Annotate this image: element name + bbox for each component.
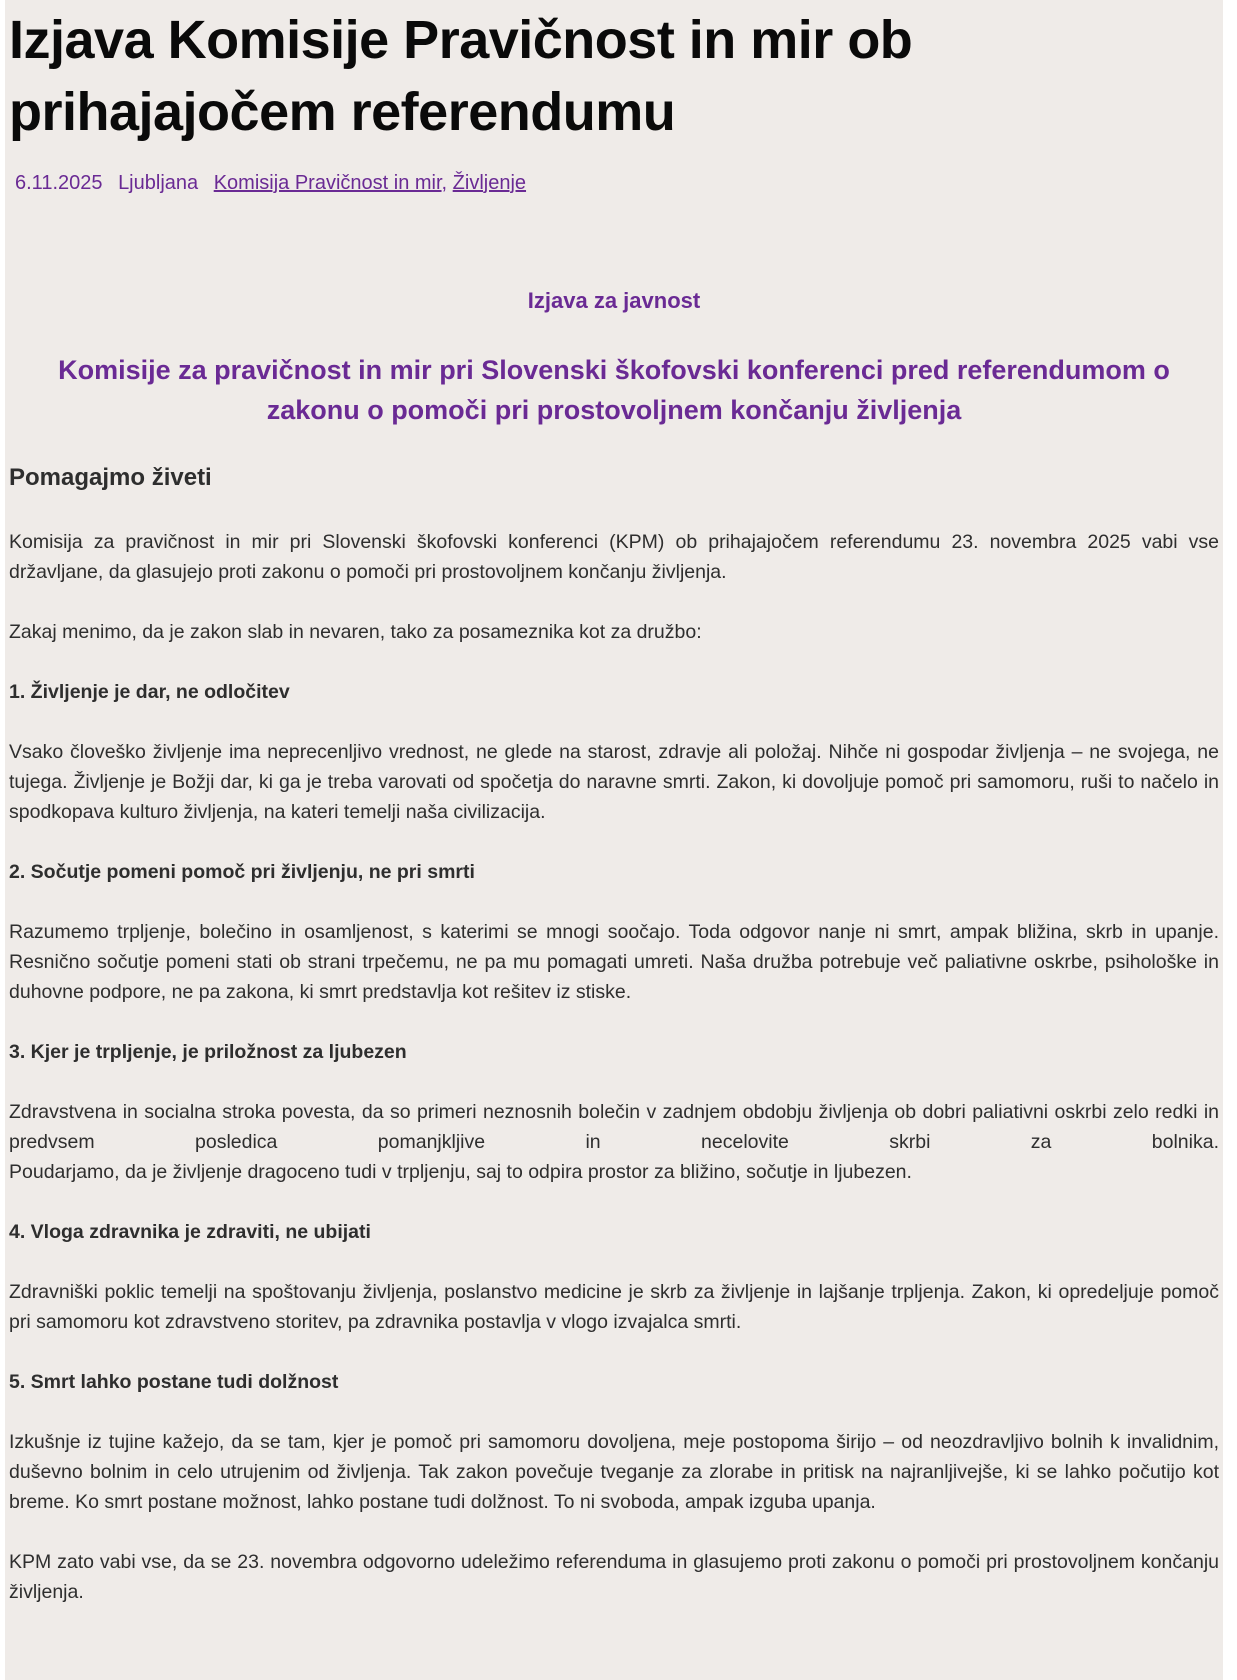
page-title: Izjava Komisije Pravičnost in mir ob prihajajočem referendumu [9,10,913,142]
statement-subtitle: Komisije za pravičnost in mir pri Slovenski škofovski konferenci pred referendumom o zakonu o pomoči pri prostovoljnem končanju življenja [58,355,1170,425]
point-title-1: 1. Življenje je dar, ne odločitev [9,681,290,703]
article-meta [15,170,526,196]
point-text-1: Vsako človeško življenje ima neprecenljivo vrednost, ne glede na starost, zdravje ali položaj. Nihče ni gospodar življenja – ne svojega, ne tujega. Življenje je Božji dar, ki ga je treba varovati od spočetja do naravne smrti. Zakon, ki dovoljuje pomoč pri samomoru, ruši to načelo in spodkopava kulturo življenja, na kateri temelji naša civilizacija. [9,741,1219,823]
point-text-2: Razumemo trpljenje, bolečino in osamljenost, s katerimi se mnogi soočajo. Toda odgovor nanje ni smrt, ampak bližina, skrb in upanje. Resnično sočutje pomeni stati ob strani trpečemu, ne pa mu pomagati umreti. Naša družba potrebuje več paliativne oskrbe, psihološke in duhovne podpore, ne pa zakona, ki smrt predstavlja kot rešitev iz stiske. [9,921,1219,1003]
point-text-4: Zdravniški poklic temelji na spoštovanju življenja, poslanstvo medicine je skrb za življenje in lajšanje trpljenja. Zakon, ki opredeljuje pomoč pri samomoru kot zdravstveno storitev, pa zdravnika postavlja v vlogo izvajalca smrti. [9,1281,1219,1333]
closing-paragraph: KPM zato vabi vse, da se 23. novembra odgovorno udeležimo referenduma in glasujemo proti zakonu o pomoči pri prostovoljnem končanju življenja. [9,1551,1219,1603]
statement-kicker: Izjava za javnost [527,288,701,313]
category-separator: , [441,172,448,194]
category-link-komisija[interactable]: Komisija Pravičnost in mir [213,172,442,194]
article-body [9,527,1219,1637]
intro-lead: Zakaj menimo, da je zakon slab in nevaren, tako za posameznika kot za družbo: [9,621,702,643]
point-text-3-part2: Poudarjamo, da je življenje dragoceno tudi v trpljenju, saj to odpira prostor za bližino, sočutje in ljubezen. [9,1161,912,1183]
point-text-3-part1: Zdravstvena in socialna stroka povesta, da so primeri neznosnih bolečin v zadnjem obdobju življenja ob dobri paliativni oskrbi zelo redki in predvsem posledica pomanjkljive in necelovite skrbi za bolnika. [9,1101,1219,1153]
point-text-5: Izkušnje iz tujine kažejo, da se tam, kjer je pomoč pri samomoru dovoljena, meje postopoma širijo – od neozdravljivo bolnih k invalidnim, duševno bolnim in celo utrujenim od življenja. Tak zakon povečuje tveganje za zlorabe in pritisk na najranljivejše, ki se lahko počutijo kot breme. Ko smrt postane možnost, lahko postane tudi dolžnost. To ni svoboda, ampak izguba upanja. [9,1431,1219,1513]
point-text-3 [9,1097,1219,1187]
point-title-3: 3. Kjer je trpljenje, je priložnost za ljubezen [9,1041,407,1063]
point-title-5: 5. Smrt lahko postane tudi dolžnost [9,1371,339,1393]
intro-paragraph: Komisija za pravičnost in mir pri Slovenski škofovski konferenci (KPM) ob prihajajočem referendumu 23. novembra 2025 vabi vse državljane, da glasujejo proti zakonu o pomoči pri prostovoljnem končanju življenja. [9,531,1219,583]
section-heading: Pomagajmo živeti [9,464,212,491]
point-title-4: 4. Vloga zdravnika je zdraviti, ne ubijati [9,1221,371,1243]
point-title-2: 2. Sočutje pomeni pomoč pri življenju, ne pri smrti [9,861,475,883]
category-link-zivljenje[interactable]: Življenje [452,172,527,194]
article-location: Ljubljana [118,172,199,194]
article-date: 6.11.2025 [15,172,103,194]
